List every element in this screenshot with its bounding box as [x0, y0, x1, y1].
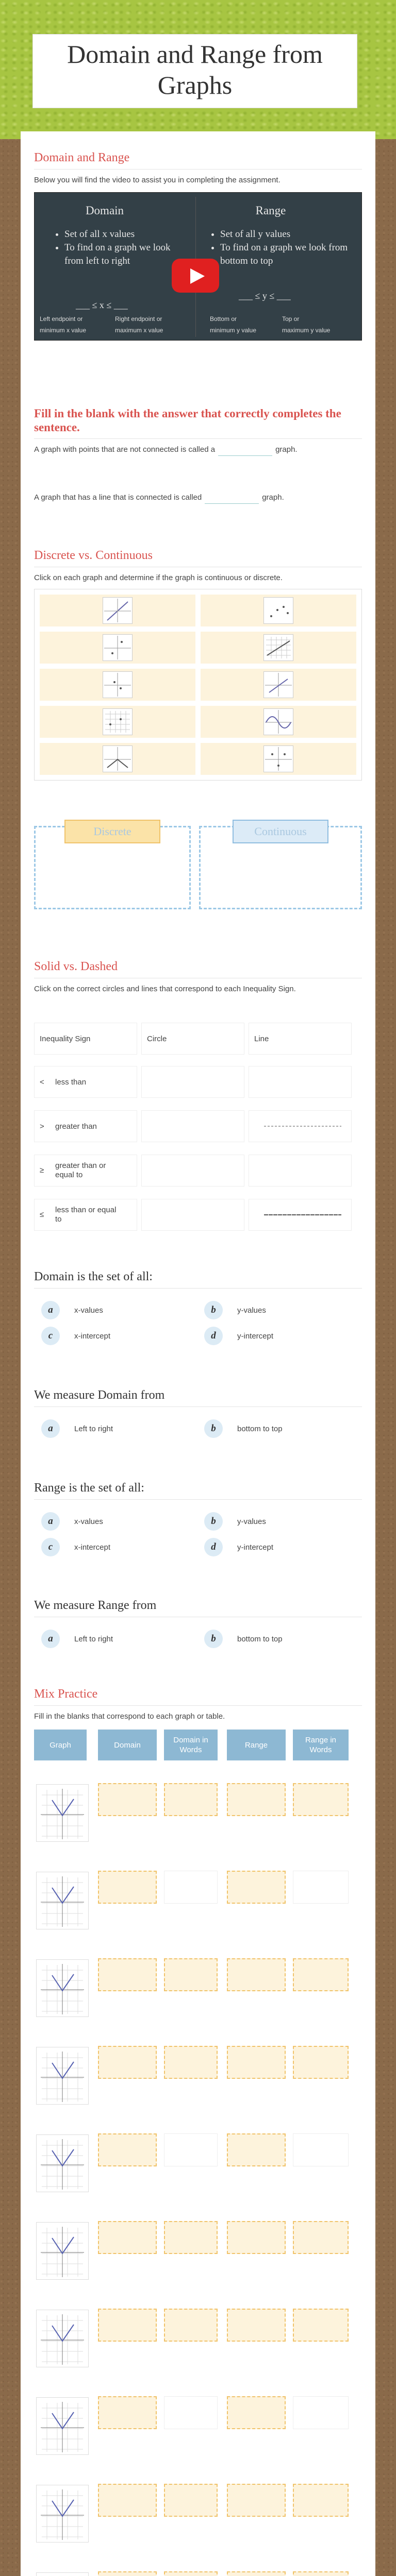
fill-sentence-1: A graph with points that are not connected is called a: [34, 445, 216, 454]
discrete-text: Click on each graph and determine if the graph is continuous or discrete.: [34, 573, 283, 582]
mix-row: [34, 2475, 362, 2547]
answer-dropzone[interactable]: [164, 2396, 218, 2429]
video-range-heading: Range: [255, 204, 286, 217]
discrete-dropzone[interactable]: [34, 826, 191, 909]
mix-table: [34, 1730, 362, 2576]
q4-heading: We measure Range from: [34, 1599, 157, 1612]
q3-option-c[interactable]: c x-intercept: [41, 1538, 110, 1556]
graph-card[interactable]: [40, 743, 195, 775]
mix-text: Fill in the blanks that correspond to each graph or table.: [34, 1712, 225, 1721]
answer-dropzone[interactable]: [293, 1958, 349, 1991]
graph-card[interactable]: [201, 632, 356, 664]
graph-image: [36, 1959, 89, 2017]
fill-blank-1[interactable]: [218, 444, 272, 456]
graph-image: [36, 2572, 89, 2576]
q3-heading: Range is the set of all:: [34, 1481, 144, 1495]
answer-dropzone[interactable]: [293, 2221, 349, 2254]
line-dropzone[interactable]: [249, 1066, 352, 1098]
page-title: Domain and Range from Graphs: [67, 40, 323, 99]
mix-row: [34, 1949, 362, 2021]
video-player[interactable]: [34, 192, 362, 341]
video-range-bullet-2: • To find on a graph we look from bottom to top: [220, 241, 358, 268]
intro-section: [34, 151, 362, 186]
solid-line-option[interactable]: [249, 1199, 352, 1231]
bubble-a: a: [41, 1630, 60, 1648]
answer-dropzone[interactable]: [98, 1871, 157, 1904]
graph-image: [36, 1784, 89, 1842]
answer-dropzone[interactable]: [164, 1871, 218, 1904]
fill-sentence-1-end: graph.: [275, 445, 298, 454]
solid-text: Click on the correct circles and lines that correspond to each Inequality Sign.: [34, 985, 296, 993]
bubble-a: a: [41, 1419, 60, 1438]
fill-heading: Fill in the blank with the answer that correctly completes the sentence.: [34, 407, 341, 434]
video-domain-left-1: Left endpoint or: [40, 315, 83, 323]
answer-dropzone[interactable]: [293, 1871, 349, 1904]
col-line: Line: [249, 1023, 352, 1055]
answer-dropzone[interactable]: [227, 1958, 286, 1991]
graph-image: [36, 1872, 89, 1929]
video-domain-bullet-2: • To find on a graph we look from left to right: [64, 241, 187, 268]
bubble-d: d: [204, 1327, 223, 1345]
bubble-c: c: [41, 1327, 60, 1345]
mix-row: [34, 1861, 362, 1934]
video-domain-col: [53, 204, 187, 268]
circle-dropzone[interactable]: [141, 1155, 244, 1187]
q1-option-b[interactable]: b y-values: [204, 1301, 266, 1319]
mix-col-range: Range: [227, 1730, 286, 1760]
bubble-b: b: [204, 1419, 223, 1438]
mix-heading: Mix Practice: [34, 1687, 98, 1701]
question-domain-measure: [34, 1388, 362, 1440]
mix-row: [34, 1774, 362, 1846]
answer-dropzone[interactable]: [98, 2309, 157, 2342]
graph-image: [36, 2310, 89, 2367]
bubble-a: a: [41, 1512, 60, 1531]
dashed-line-option[interactable]: [249, 1110, 352, 1142]
continuous-banner: Continuous: [233, 820, 328, 843]
answer-dropzone[interactable]: [98, 2221, 157, 2254]
graph-card[interactable]: [40, 632, 195, 664]
inequality-row-less: < less than: [34, 1066, 137, 1098]
question-range-measure: [34, 1599, 362, 1650]
bubble-b: b: [204, 1630, 223, 1648]
bubble-c: c: [41, 1538, 60, 1556]
answer-dropzone[interactable]: [227, 2221, 286, 2254]
answer-dropzone[interactable]: [227, 2309, 286, 2342]
col-circle: Circle: [141, 1023, 244, 1055]
play-button-icon[interactable]: [172, 259, 219, 293]
video-domain-left-2: minimum x value: [40, 327, 87, 334]
line-dropzone[interactable]: [249, 1155, 352, 1187]
q4-option-b[interactable]: b bottom to top: [204, 1630, 283, 1648]
answer-dropzone[interactable]: [98, 2484, 157, 2517]
video-range-ineq: ___ ≤ y ≤ ___: [239, 291, 291, 301]
fill-sentence-2-end: graph.: [262, 493, 284, 502]
continuous-dropzone[interactable]: [199, 826, 362, 909]
graph-image: [36, 2485, 89, 2543]
answer-dropzone[interactable]: [227, 1871, 286, 1904]
q3-option-d[interactable]: d y-intercept: [204, 1538, 273, 1556]
answer-dropzone[interactable]: [227, 2396, 286, 2429]
answer-dropzone[interactable]: [293, 2133, 349, 2166]
solid-heading: Solid vs. Dashed: [34, 960, 118, 973]
solid-section: [34, 960, 362, 995]
mix-row: [34, 2037, 362, 2109]
discrete-heading: Discrete vs. Continuous: [34, 549, 153, 562]
graph-card[interactable]: [201, 706, 356, 738]
graph-image: [36, 2397, 89, 2455]
answer-dropzone[interactable]: [98, 2571, 157, 2576]
bubble-b: b: [204, 1512, 223, 1531]
graph-card[interactable]: [201, 595, 356, 626]
video-range-right-2: maximum y value: [282, 327, 331, 334]
video-domain-right-1: Right endpoint or: [115, 315, 162, 323]
q1-option-a[interactable]: a x-values: [41, 1301, 103, 1319]
video-domain-right-2: maximum x value: [115, 327, 163, 334]
video-domain-bullet-1: • Set of all x values: [64, 228, 187, 241]
q2-option-b[interactable]: b bottom to top: [204, 1419, 283, 1438]
q2-heading: We measure Domain from: [34, 1388, 165, 1402]
video-range-bullet-1: • Set of all y values: [220, 228, 358, 241]
answer-dropzone[interactable]: [98, 2396, 157, 2429]
answer-dropzone[interactable]: [293, 2571, 349, 2576]
answer-dropzone[interactable]: [164, 2309, 218, 2342]
mix-col-range-words: Range in Words: [293, 1730, 349, 1760]
fill-sentence-2: A graph that has a line that is connected is called: [34, 493, 202, 502]
inequality-row-le: ≤ less than or equal to: [34, 1199, 137, 1231]
video-range-right-1: Top or: [282, 315, 300, 323]
inequality-table: [34, 1023, 362, 1224]
fill-section: [34, 406, 362, 504]
answer-dropzone[interactable]: [227, 2046, 286, 2079]
mix-row: [34, 2299, 362, 2371]
q3-option-b[interactable]: b y-values: [204, 1512, 266, 1531]
bubble-b: b: [204, 1301, 223, 1319]
answer-dropzone[interactable]: [293, 2396, 349, 2429]
video-range-left-2: minimum y value: [210, 327, 257, 334]
circle-dropzone[interactable]: [141, 1110, 244, 1142]
graph-card[interactable]: [201, 743, 356, 775]
discrete-section: [34, 549, 362, 584]
answer-dropzone[interactable]: [164, 1958, 218, 1991]
mix-row: [34, 2212, 362, 2284]
circle-dropzone[interactable]: [141, 1199, 244, 1231]
mix-row: [34, 2562, 362, 2576]
answer-dropzone[interactable]: [164, 2571, 218, 2576]
discrete-banner: Discrete: [64, 820, 160, 843]
answer-dropzone[interactable]: [164, 2133, 218, 2166]
answer-dropzone[interactable]: [164, 2484, 218, 2517]
answer-dropzone[interactable]: [98, 2046, 157, 2079]
graph-image: [36, 2222, 89, 2280]
inequality-row-ge: ≥ greater than or equal to: [34, 1155, 137, 1187]
answer-dropzone[interactable]: [293, 1783, 349, 1816]
graph-card[interactable]: [201, 669, 356, 701]
col-inequality-sign: Inequality Sign: [34, 1023, 137, 1055]
mix-section: [34, 1687, 362, 1722]
q1-option-d[interactable]: d y-intercept: [204, 1327, 273, 1345]
q1-heading: Domain is the set of all:: [34, 1270, 153, 1283]
mix-row: [34, 2387, 362, 2459]
intro-heading: Domain and Range: [34, 151, 130, 164]
question-range-set: [34, 1481, 362, 1553]
answer-dropzone[interactable]: [293, 2046, 349, 2079]
graph-image: [36, 2047, 89, 2105]
answer-dropzone[interactable]: [164, 2046, 218, 2079]
bubble-d: d: [204, 1538, 223, 1556]
mix-col-domain-words: Domain in Words: [164, 1730, 218, 1760]
answer-dropzone[interactable]: [98, 2133, 157, 2166]
q2-option-a[interactable]: a Left to right: [41, 1419, 113, 1438]
graph-grid: [34, 589, 362, 781]
answer-dropzone[interactable]: [98, 1783, 157, 1816]
title-box: [32, 34, 357, 108]
video-domain-heading: Domain: [85, 204, 124, 217]
answer-dropzone[interactable]: [227, 2484, 286, 2517]
q4-option-a[interactable]: a Left to right: [41, 1630, 113, 1648]
fill-blank-2[interactable]: [205, 492, 259, 504]
mix-col-domain: Domain: [98, 1730, 157, 1760]
mix-col-graph: Graph: [34, 1730, 87, 1760]
circle-dropzone[interactable]: [141, 1066, 244, 1098]
bubble-a: a: [41, 1301, 60, 1319]
graph-card[interactable]: [40, 595, 195, 626]
answer-dropzone[interactable]: [293, 2484, 349, 2517]
answer-dropzone[interactable]: [98, 1958, 157, 1991]
answer-dropzone[interactable]: [164, 1783, 218, 1816]
q1-option-c[interactable]: c x-intercept: [41, 1327, 110, 1345]
q3-option-a[interactable]: a x-values: [41, 1512, 103, 1531]
answer-dropzone[interactable]: [227, 2133, 286, 2166]
video-domain-ineq: ___ ≤ x ≤ ___: [76, 300, 128, 310]
graph-card[interactable]: [40, 669, 195, 701]
video-range-left-1: Bottom or: [210, 315, 237, 323]
inequality-row-greater: > greater than: [34, 1110, 137, 1142]
answer-dropzone[interactable]: [293, 2309, 349, 2342]
graph-card[interactable]: [40, 706, 195, 738]
answer-dropzone[interactable]: [227, 1783, 286, 1816]
question-domain-set: [34, 1270, 362, 1342]
answer-dropzone[interactable]: [164, 2221, 218, 2254]
answer-dropzone[interactable]: [227, 2571, 286, 2576]
worksheet-paper: [21, 131, 375, 2576]
intro-text: Below you will find the video to assist you in completing the assignment.: [34, 176, 280, 184]
mix-row: [34, 2124, 362, 2196]
graph-image: [36, 2134, 89, 2192]
video-range-col: [209, 204, 358, 268]
